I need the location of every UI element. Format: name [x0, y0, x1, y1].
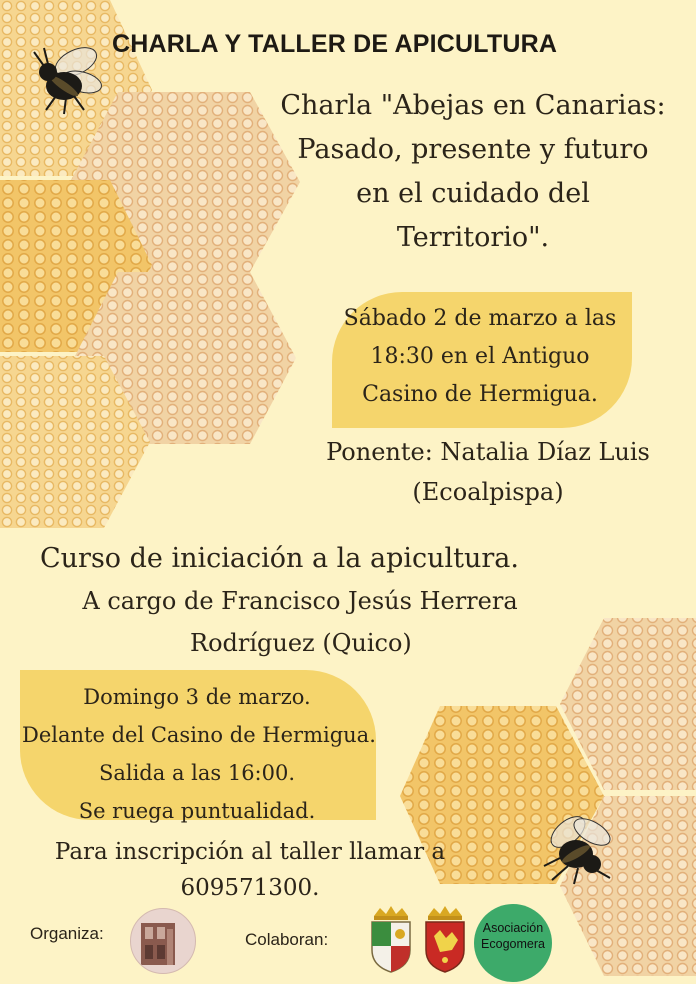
- course-schedule-line: Delante del Casino de Hermigua.: [22, 723, 376, 747]
- course-schedule-line: Salida a las 16:00.: [98, 761, 296, 785]
- registration-phone: 609571300.: [180, 875, 320, 901]
- talk-title-line: Pasado, presente y futuro: [297, 134, 649, 165]
- course-schedule: [22, 678, 376, 830]
- coat-of-arms-icon: [420, 906, 470, 974]
- course-schedule-line: Se ruega puntualidad.: [78, 799, 316, 823]
- talk-title-line: Charla "Abejas en Canarias:: [280, 90, 666, 121]
- registration-text: Para inscripción al taller llamar a: [54, 839, 446, 865]
- talk-title: [268, 84, 678, 260]
- speaker-name: Ponente: Natalia Díaz Luis: [326, 438, 650, 466]
- association-name-line: Ecogomera: [481, 937, 545, 951]
- organizer-logo: [130, 908, 196, 974]
- course-instructor-line: Rodríguez (Quico): [190, 629, 412, 657]
- course-schedule-line: Domingo 3 de marzo.: [83, 685, 311, 709]
- talk-title-line: Territorio".: [396, 222, 550, 253]
- poster-title: CHARLA Y TALLER DE APICULTURA: [112, 30, 558, 58]
- association-name-line: Asociación: [482, 921, 544, 935]
- speaker: [288, 432, 688, 512]
- course-instructor-line: A cargo de Francisco Jesús Herrera: [82, 587, 518, 615]
- registration: [30, 834, 470, 906]
- bee-icon: [538, 808, 618, 888]
- talk-schedule-line: Sábado 2 de marzo a las: [343, 306, 617, 331]
- course-heading: Curso de iniciación a la apicultura.: [40, 543, 519, 574]
- building-icon: [131, 909, 195, 973]
- talk-schedule-line: Casino de Hermigua.: [362, 382, 598, 407]
- bee-icon: [22, 36, 106, 116]
- colaboran-label: Colaboran:: [245, 930, 329, 949]
- talk-title-line: en el cuidado del: [356, 178, 590, 209]
- coat-of-arms-icon: [366, 906, 416, 974]
- ecogomera-logo: [474, 904, 552, 982]
- speaker-affiliation: (Ecoalpispa): [412, 478, 564, 506]
- talk-schedule: [335, 300, 625, 414]
- organiza-label: Organiza:: [30, 924, 104, 943]
- talk-schedule-line: 18:30 en el Antiguo: [370, 344, 590, 369]
